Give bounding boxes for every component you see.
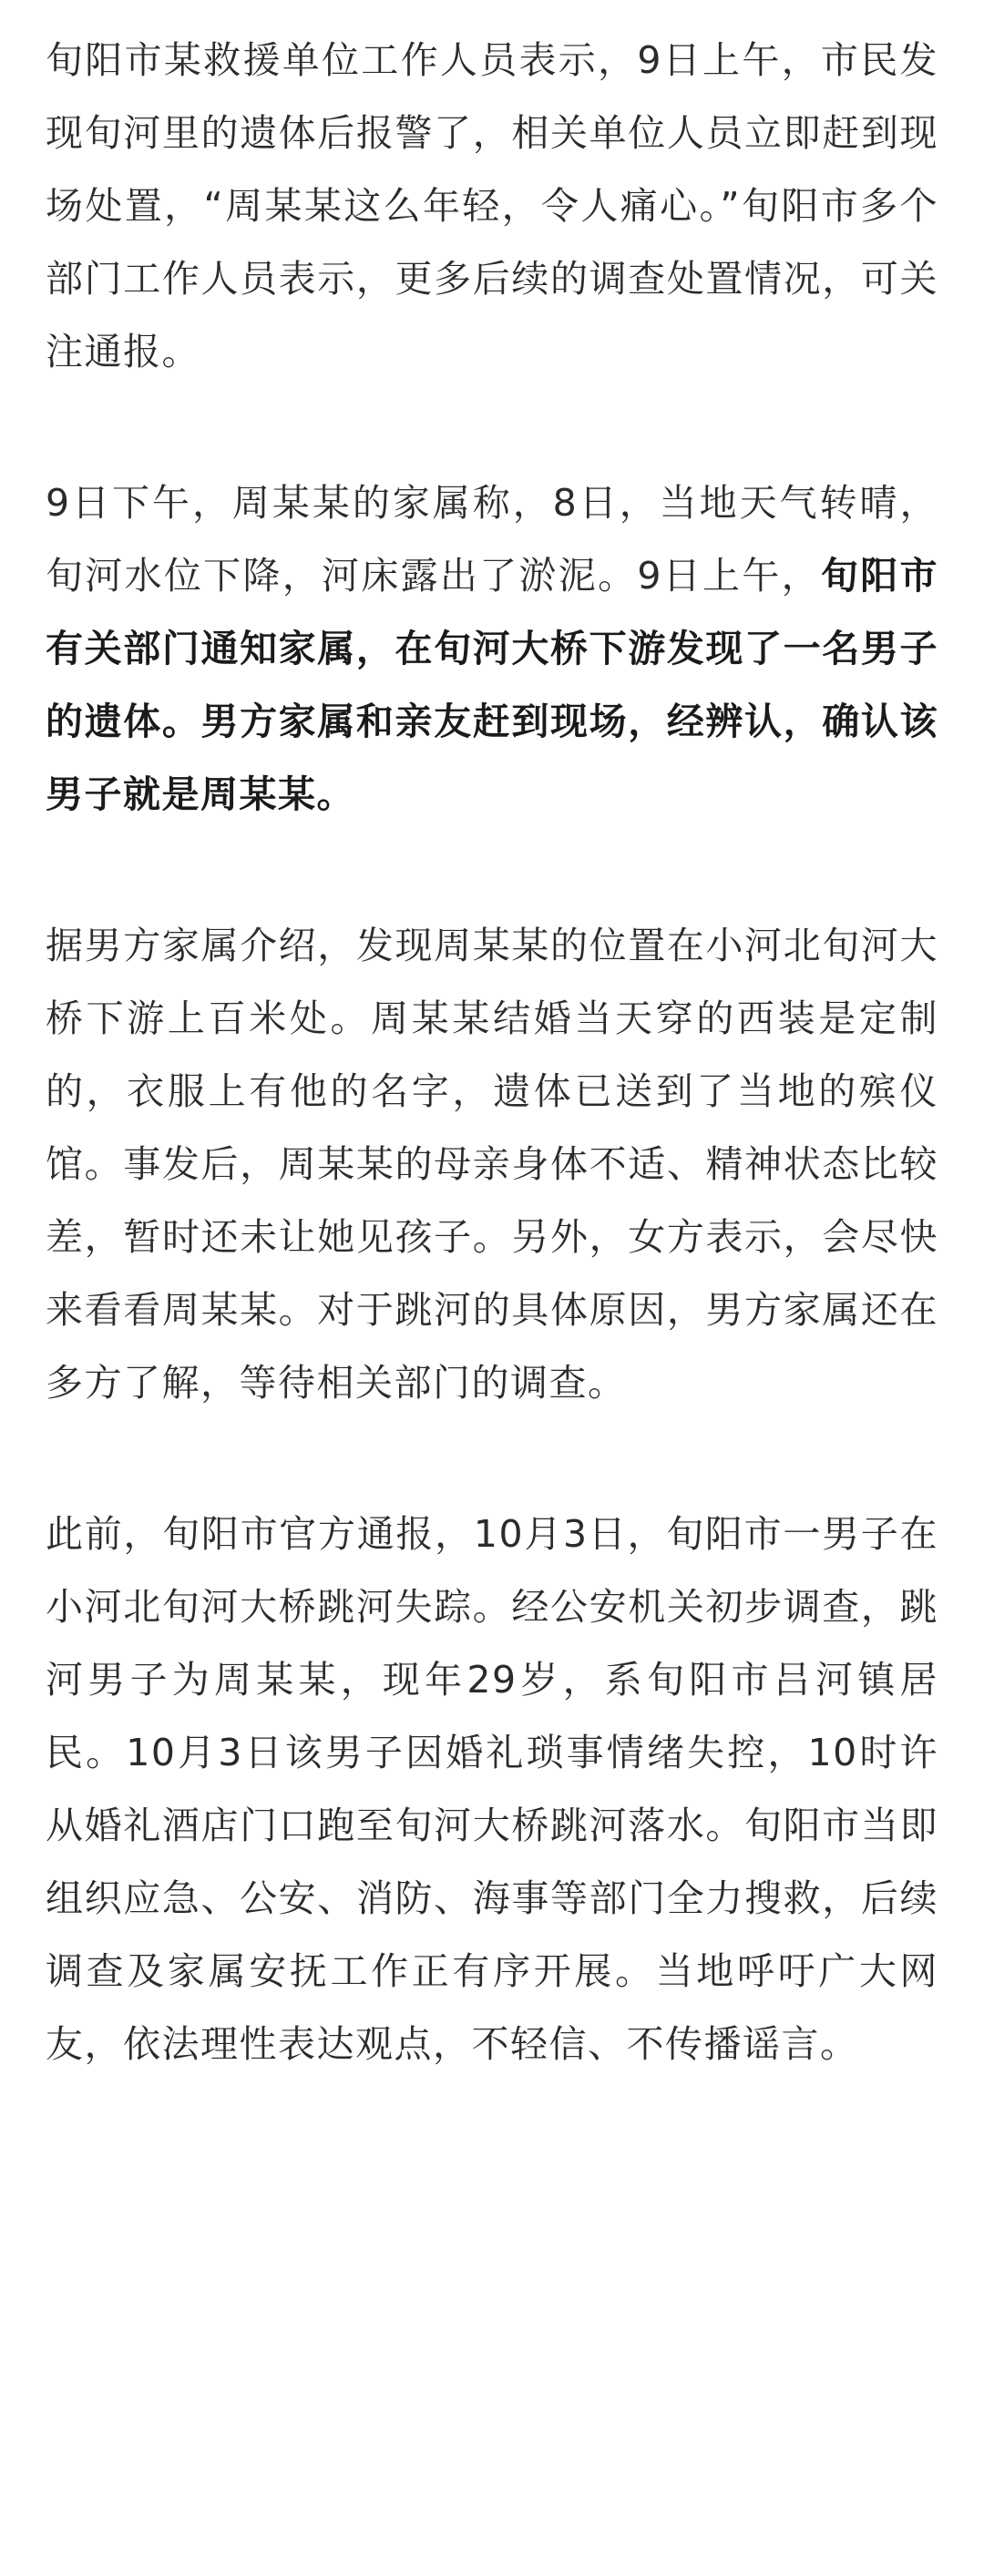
paragraph-body-found xyxy=(46,466,938,831)
paragraph-text: 9日下午，周某某的家属称，8日，当地天气转晴，旬河水位下降，河床露出了淤泥。9日上午， xyxy=(46,481,938,598)
paragraph-text: 此前，旬阳市官方通报，10月3日，旬阳市一男子在小河北旬河大桥跳河失踪。经公安机关初步调查，跳河男子为周某某，现年29岁，系旬阳市吕河镇居民。10月3日该男子因婚礼琐事情绪失控，10时许从婚礼酒店门口跑至旬河大桥跳河落水。旬阳市当即组织应急、公安、消防、海事等部门全力搜救，后续调查及家属安抚工作正有序开展。当地呼吁广大网友，依法理性表达观点，不轻信、不传播谣言。 xyxy=(46,1512,938,2066)
paragraph-bold-text: 旬阳市有关部门通知家属，在旬河大桥下游发现了一名男子的遗体。男方家属和亲友赶到现场，经辨认，确认该男子就是周某某。 xyxy=(46,554,939,816)
paragraph-official-notice xyxy=(46,1498,938,2080)
paragraph-rescue-statement xyxy=(46,24,938,388)
paragraph-text: 旬阳市某救援单位工作人员表示，9日上午，市民发现旬河里的遗体后报警了，相关单位人员立即赶到现场处置，“周某某这么年轻，令人痛心。”旬阳市多个部门工作人员表示，更多后续的调查处置情况，可关注通报。 xyxy=(46,38,938,373)
paragraph-text: 据男方家属介绍，发现周某某的位置在小河北旬河大桥下游上百米处。周某某结婚当天穿的西装是定制的，衣服上有他的名字，遗体已送到了当地的殡仪馆。事发后，周某某的母亲身体不适、精神状态比较差，暂时还未让她见孩子。另外，女方表示，会尽快来看看周某某。对于跳河的具体原因，男方家属还在多方了解，等待相关部门的调查。 xyxy=(46,924,938,1405)
paragraph-family-account xyxy=(46,909,938,1419)
